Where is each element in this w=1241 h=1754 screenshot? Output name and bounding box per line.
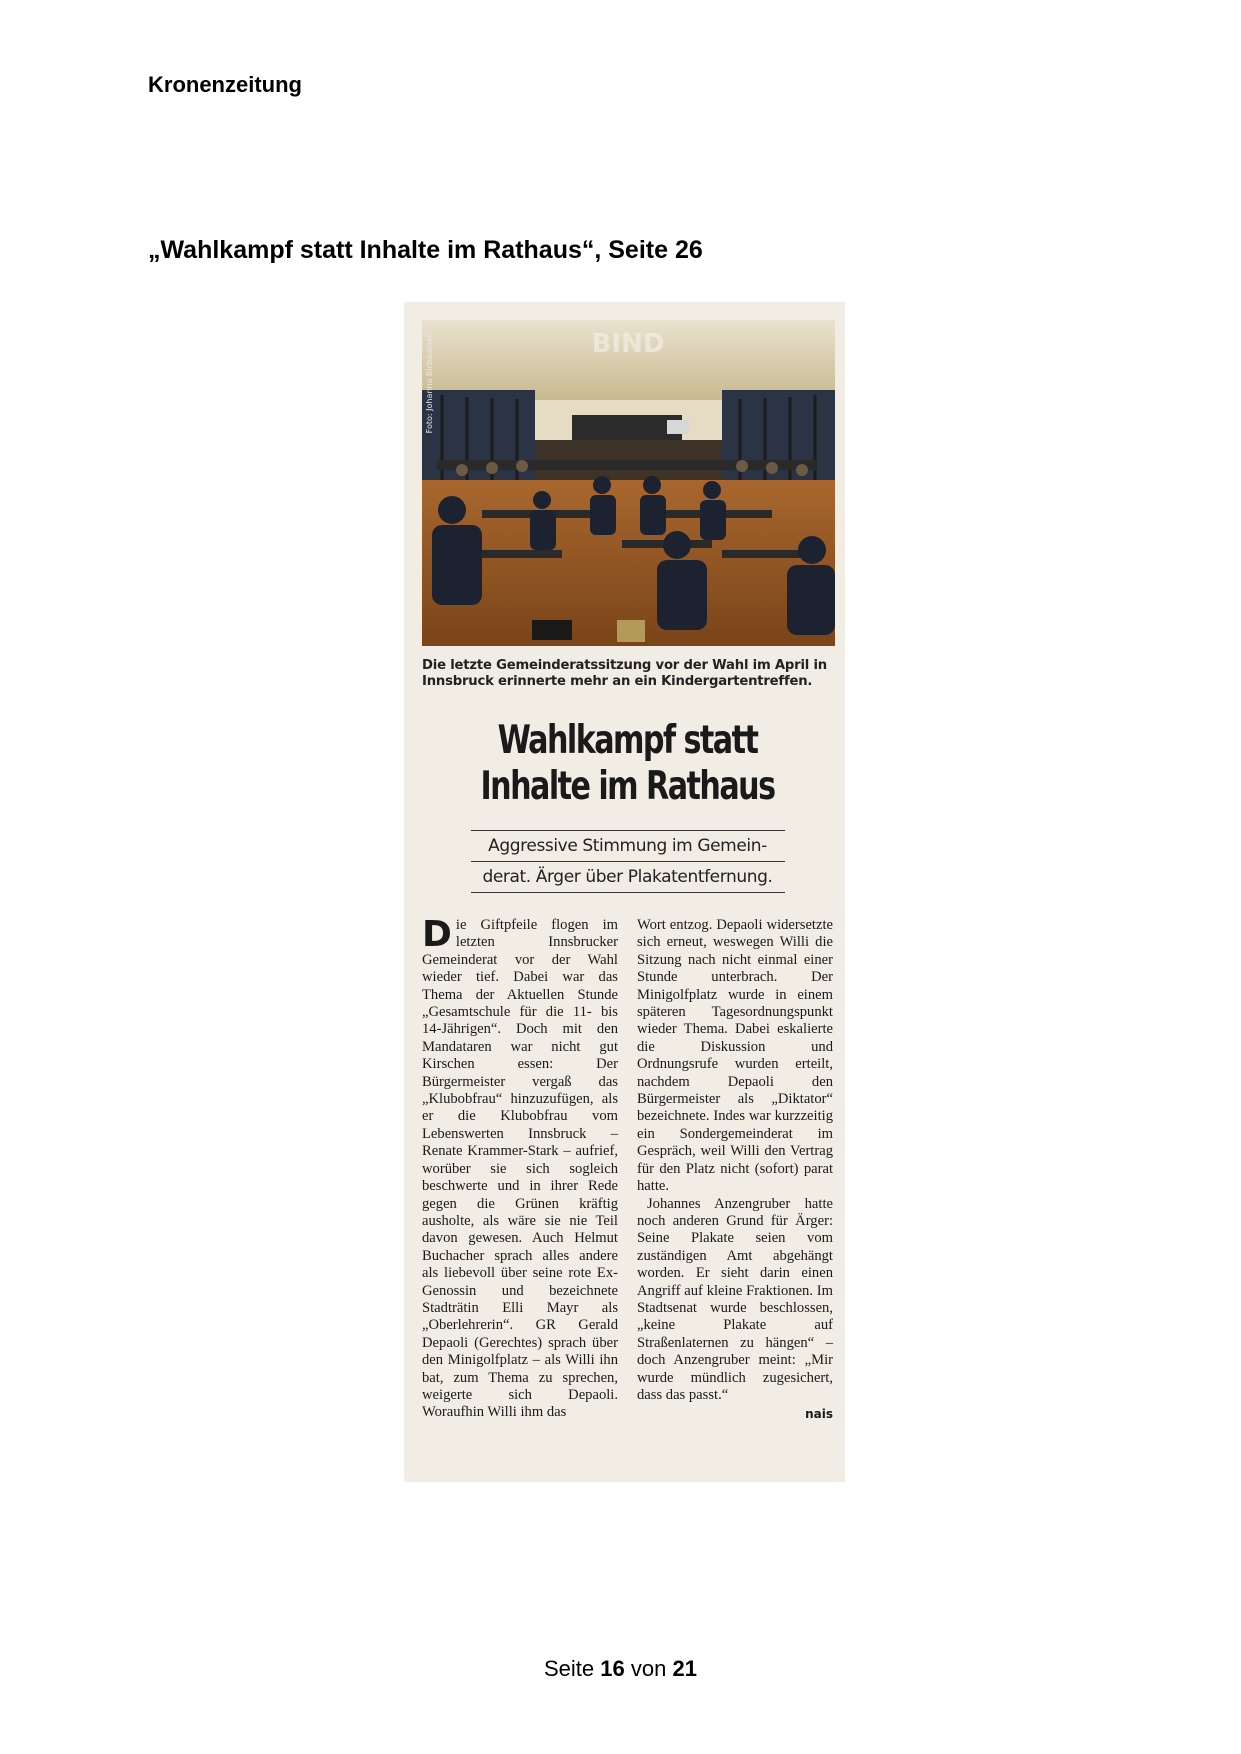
- photo-credit: Foto: Johanna Birbaumer: [425, 334, 434, 434]
- total-pages: 21: [672, 1656, 697, 1681]
- author-signature: nais: [805, 1407, 833, 1422]
- column-paragraph: Wort entzog. Depaoli widersetzte sich erneut, weswegen Willi die Sitzung nach nicht einmal einer Stunde unterbrach. Der Minigolfplatz wurde in einem späteren Tagesordnungspunkt wieder Thema. Dabei eskalierte die Diskussion und Ordnungsrufe wurden erteilt, nachdem Depaoli den Bürgermeister als „Diktator“ bezeichnete. Indes war kurzzeitig ein Sondergemeinderat im Gespräch, weil Willi den Vertrag für den Platz nicht (sofort) parat hatte.: [637, 917, 833, 1195]
- current-page: 16: [600, 1656, 625, 1681]
- drop-cap: D: [422, 914, 452, 955]
- article-headline: [451, 718, 804, 810]
- column-text: ie Giftpfeile flogen im letzten Innsbrucker Gemeinderat vor der Wahl wieder tief. Dabei war das Thema der Aktuellen Stunde „Gesamtschule für die 11- bis 14-Jährigen“. Doch mit den Mandataren war nicht gut Kirschen essen: Der Bürgermeister vergaß das „Klubobfrau“ hinzuzufügen, als er die Klubobfrau vom Lebenswerten Innsbruck – Renate Krammer-Stark – aufrief, worüber sie sich sogleich beschwerte und in ihrer Rede gegen die Grünen kräftig ausholte, als wäre sie nie Teil davon gewesen. Auch Helmut Buchacher sprach alles andere als liebevoll über seine rote Ex-Genossin und bezeichnete Stadträtin Elli Mayr als „Oberlehrerin“. GR Gerald Depaoli (Gerechtes) sprach über den Minigolfplatz – als Willi ihn bat, zum Thema zu sprechen, weigerte sich Depaoli. Woraufhin Willi ihm das: [422, 917, 618, 1421]
- newspaper-clipping: [404, 302, 845, 1482]
- of-word: von: [630, 1656, 667, 1681]
- article-subheadline: [471, 830, 785, 893]
- wall-lettering: BIND: [591, 329, 665, 359]
- article-column-right: [637, 917, 833, 1424]
- headline-line: Inhalte im Rathaus: [480, 764, 775, 809]
- page-number: [0, 1656, 1241, 1682]
- article-column-left: [422, 914, 618, 1424]
- subheadline-line: derat. Ärger über Plakatentfernung.: [482, 867, 773, 887]
- council-meeting-photo: [422, 320, 835, 646]
- headline-line: Wahlkampf statt: [497, 718, 758, 763]
- newspaper-source: Kronenzeitung: [148, 72, 302, 97]
- photo-caption: Die letzte Gemeinderatssitzung vor der Wahl im April in Innsbruck erinnerte mehr an ein Kindergartentreffen.: [422, 658, 827, 689]
- column-paragraph: Johannes Anzengruber hatte noch anderen Grund für Ärger: Seine Plakate seien vom zuständigen Amt abgehängt worden. Er sieht darin einen Angriff auf kleine Fraktionen. Im Stadtsenat wurde beschlossen, „keine Plakate auf Straßenlaternen zu hängen“ – doch Anzengruber meint: „Mir wurde mündlich zugesichert, dass das passt.“: [637, 1195, 833, 1403]
- page-word: Seite: [544, 1656, 595, 1681]
- subheadline-line: Aggressive Stimmung im Gemein-: [471, 831, 785, 862]
- article-body: [422, 914, 833, 1424]
- article-reference-title: „Wahlkampf statt Inhalte im Rathaus“, Seite 26: [148, 236, 703, 264]
